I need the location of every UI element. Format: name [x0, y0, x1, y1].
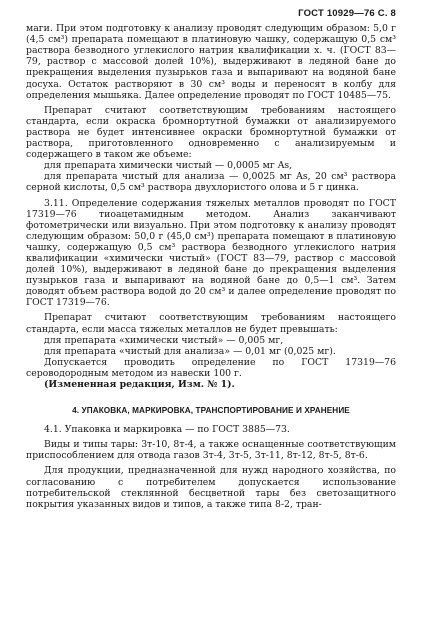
paragraph-arsenic-chem-pure: для препарата химически чистый — 0,0005 мг As,	[44, 160, 293, 172]
paragraph-heavy-metals-chem-pure: для препарата «химически чистый» — 0,005 мг,	[44, 334, 284, 346]
paragraph-hydrogen-sulfide-method: Допускается проводить определение по ГОСТ 17319—76 сероводородным методом из навески 100 г.	[26, 356, 396, 379]
paragraph-arsenic-criterion: Препарат считают соответствующим требованиям настоящего стандарта, если окраска бромнортутной бумажки от анализируемого раствора не будет интенсивнее окраски бромнортутной бумажки от раствора, приготовленного одновременно с анализируемым и содержащего в таком же объеме:	[26, 104, 396, 161]
paragraph-consumer-containers: Для продукции, предназначенной для нужд народного хозяйства, по согласованию с потребителем допускается использование потребительской стеклянной бесцветной тары без светозащитного покрытия указанных видов и типов, а также типа 8-2, тран-	[26, 465, 396, 510]
paragraph-container-types: Виды и типы тары: 3т-10, 8т-4, а также оснащенные соответствующим приспособлением для отвода газов 3т-4, 3т-5, 3т-11, 8т-12, 8т-5, 8т-6.	[26, 439, 396, 462]
paragraph-arsenic-preparation: маги. При этом подготовку к анализу проводят следующим образом: 5,0 г (4,5 см³) препарата помещают в платиновую чашку, содержащую 0,5 см³ раствора безводного углекислого натрия квалификации х. ч. (ГОСТ 83—79, раствор с массовой долей 10%), выдерживают в ледяной бане до прекращения выделения пузырьков газа и выпаривают на водяной бане досуха. Остаток растворяют в 30 см³ воды и переносят в колбу для определения мышьяка. Далее определение проводят по ГОСТ 10485—75.	[26, 23, 396, 101]
amendment-note: (Измененная редакция, Изм. № 1).	[44, 379, 235, 390]
paragraph-arsenic-analysis-pure: для препарата чистый для анализа — 0,0025 мг As, 20 см³ раствора серной кислоты, 0,5 см³ раствора двухлористого олова и 5 г цинка.	[26, 171, 396, 194]
page-header	[26, 8, 396, 19]
section-title: 4. УПАКОВКА, МАРКИРОВКА, ТРАНСПОРТИРОВАНИЕ И ХРАНЕНИЕ	[72, 406, 350, 416]
paragraph-heavy-metals-method: 3.11. Определение содержания тяжелых металлов проводят по ГОСТ 17319—76 тиоацетамидным методом. Анализ заканчивают фотометрически или визуально. При этом подготовку к анализу проводят следующим образом: 50,0 г (45,0 см³) препарата помещают в платиновую чашку, содержащую 0,5 см³ раствора безводного углекислого натрия квалификации «химически чистый» (ГОСТ 83—79, раствор с массовой долей 10%), выдерживают в ледяной бане до прекращения выделения пузырьков газа и выпаривают на водяной бане до 0,5—1 см³. Затем доводят объем раствора водой до 20 см³ и далее определение проводят по ГОСТ 17319—76.	[26, 197, 396, 309]
paragraph-heavy-metals-analysis-pure: для препарата «чистый для анализа» — 0,01 мг (0,025 мг).	[44, 345, 336, 357]
standard-number: ГОСТ 10929—76	[298, 8, 375, 19]
paragraph-heavy-metals-criterion: Препарат считают соответствующим требованиям настоящего стандарта, если масса тяжелых металлов не будет превышать:	[26, 312, 396, 335]
paragraph-packaging: 4.1. Упаковка и маркировка — по ГОСТ 3885—73.	[44, 424, 290, 436]
page-number: С. 8	[377, 8, 396, 19]
